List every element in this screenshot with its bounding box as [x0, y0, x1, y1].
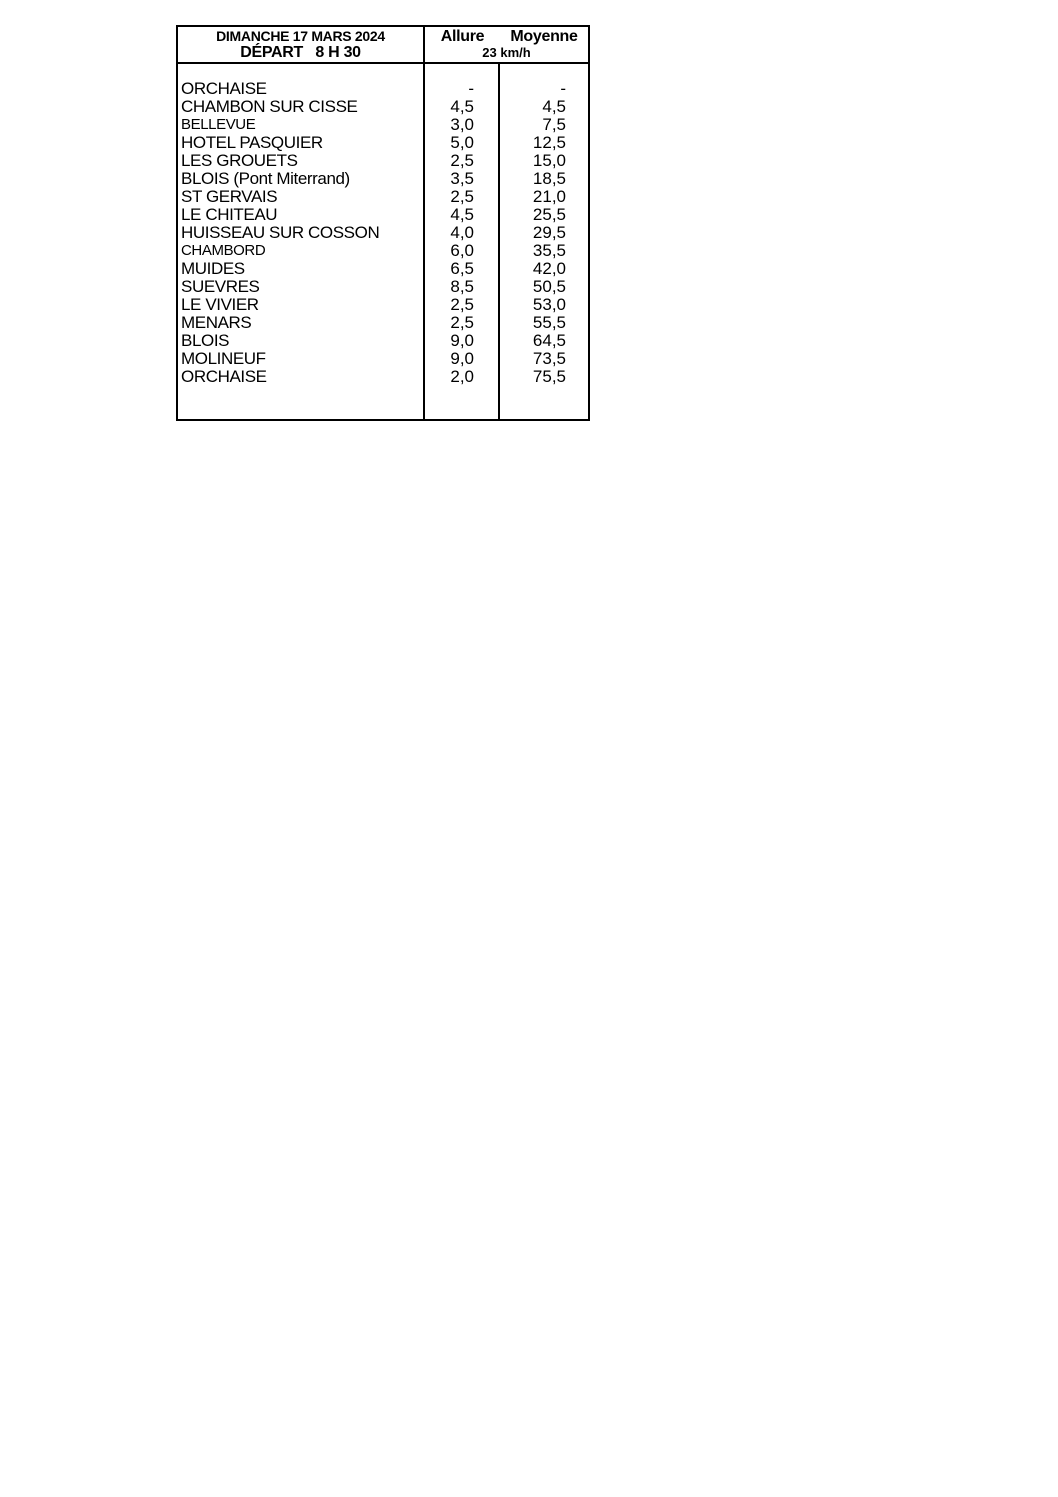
- table-row: [178, 260, 588, 278]
- place-name: HUISSEAU SUR COSSON: [181, 223, 380, 242]
- place-name: SUEVRES: [181, 277, 260, 296]
- place-name: ST GERVAIS: [181, 187, 278, 206]
- column-header-allure: Allure: [440, 28, 485, 45]
- moyenne-value: 55,5: [532, 313, 566, 332]
- allure-value: 3,0: [450, 115, 474, 134]
- column-header-moyenne: Moyenne: [510, 28, 578, 45]
- allure-value: 2,5: [450, 187, 474, 206]
- place-name: HOTEL PASQUIER: [181, 133, 323, 152]
- table-row: [178, 152, 588, 170]
- allure-value: -: [468, 79, 474, 98]
- place-name: MUIDES: [181, 259, 245, 278]
- allure-value: 2,5: [450, 151, 474, 170]
- moyenne-value: 50,5: [532, 277, 566, 296]
- allure-value: 8,5: [450, 277, 474, 296]
- table-row: [178, 188, 588, 206]
- allure-value: 2,5: [450, 313, 474, 332]
- moyenne-value: 7,5: [542, 115, 566, 134]
- allure-value: 4,5: [450, 97, 474, 116]
- table-row: [178, 242, 588, 260]
- route-rows: [178, 80, 588, 386]
- table-row: [178, 332, 588, 350]
- allure-value: 3,5: [450, 169, 474, 188]
- place-name: LE VIVIER: [181, 295, 259, 314]
- table-row: [178, 116, 588, 134]
- place-name: LES GROUETS: [181, 151, 298, 170]
- departure-time: DÉPART 8 H 30: [240, 44, 361, 61]
- table-row: [178, 206, 588, 224]
- moyenne-value: 75,5: [532, 367, 566, 386]
- allure-value: 6,0: [450, 241, 474, 260]
- moyenne-value: 64,5: [532, 331, 566, 350]
- moyenne-value: 29,5: [532, 223, 566, 242]
- allure-value: 6,5: [450, 259, 474, 278]
- moyenne-value: -: [560, 79, 566, 98]
- table-row: [178, 368, 588, 386]
- place-name: MENARS: [181, 313, 252, 332]
- table-row: [178, 170, 588, 188]
- moyenne-value: 42,0: [532, 259, 566, 278]
- moyenne-value: 15,0: [532, 151, 566, 170]
- place-name: BLOIS (Pont Miterrand): [181, 169, 350, 188]
- table-row: [178, 134, 588, 152]
- moyenne-value: 35,5: [532, 241, 566, 260]
- table-row: [178, 224, 588, 242]
- place-name: ORCHAISE: [181, 79, 267, 98]
- table-row: [178, 80, 588, 98]
- allure-value: 9,0: [450, 349, 474, 368]
- moyenne-value: 73,5: [532, 349, 566, 368]
- table-row: [178, 350, 588, 368]
- allure-value: 9,0: [450, 331, 474, 350]
- average-speed: 23 km/h: [482, 45, 531, 60]
- allure-value: 4,5: [450, 205, 474, 224]
- place-name: BELLEVUE: [181, 116, 256, 133]
- ride-date: DIMANCHE 17 MARS 2024: [216, 28, 385, 44]
- table-row: [178, 314, 588, 332]
- table-row: [178, 296, 588, 314]
- allure-value: 2,0: [450, 367, 474, 386]
- route-table: [176, 25, 590, 421]
- moyenne-value: 53,0: [532, 295, 566, 314]
- allure-value: 2,5: [450, 295, 474, 314]
- moyenne-value: 18,5: [532, 169, 566, 188]
- place-name: LE CHITEAU: [181, 205, 278, 224]
- allure-value: 5,0: [450, 133, 474, 152]
- allure-value: 4,0: [450, 223, 474, 242]
- moyenne-value: 4,5: [542, 97, 566, 116]
- moyenne-value: 21,0: [532, 187, 566, 206]
- place-name: ORCHAISE: [181, 367, 267, 386]
- place-name: CHAMBORD: [181, 242, 266, 259]
- moyenne-value: 12,5: [532, 133, 566, 152]
- place-name: MOLINEUF: [181, 349, 266, 368]
- place-name: CHAMBON SUR CISSE: [181, 97, 358, 116]
- header-divider: [178, 62, 588, 64]
- place-name: BLOIS: [181, 331, 230, 350]
- table-row: [178, 98, 588, 116]
- moyenne-value: 25,5: [532, 205, 566, 224]
- table-row: [178, 278, 588, 296]
